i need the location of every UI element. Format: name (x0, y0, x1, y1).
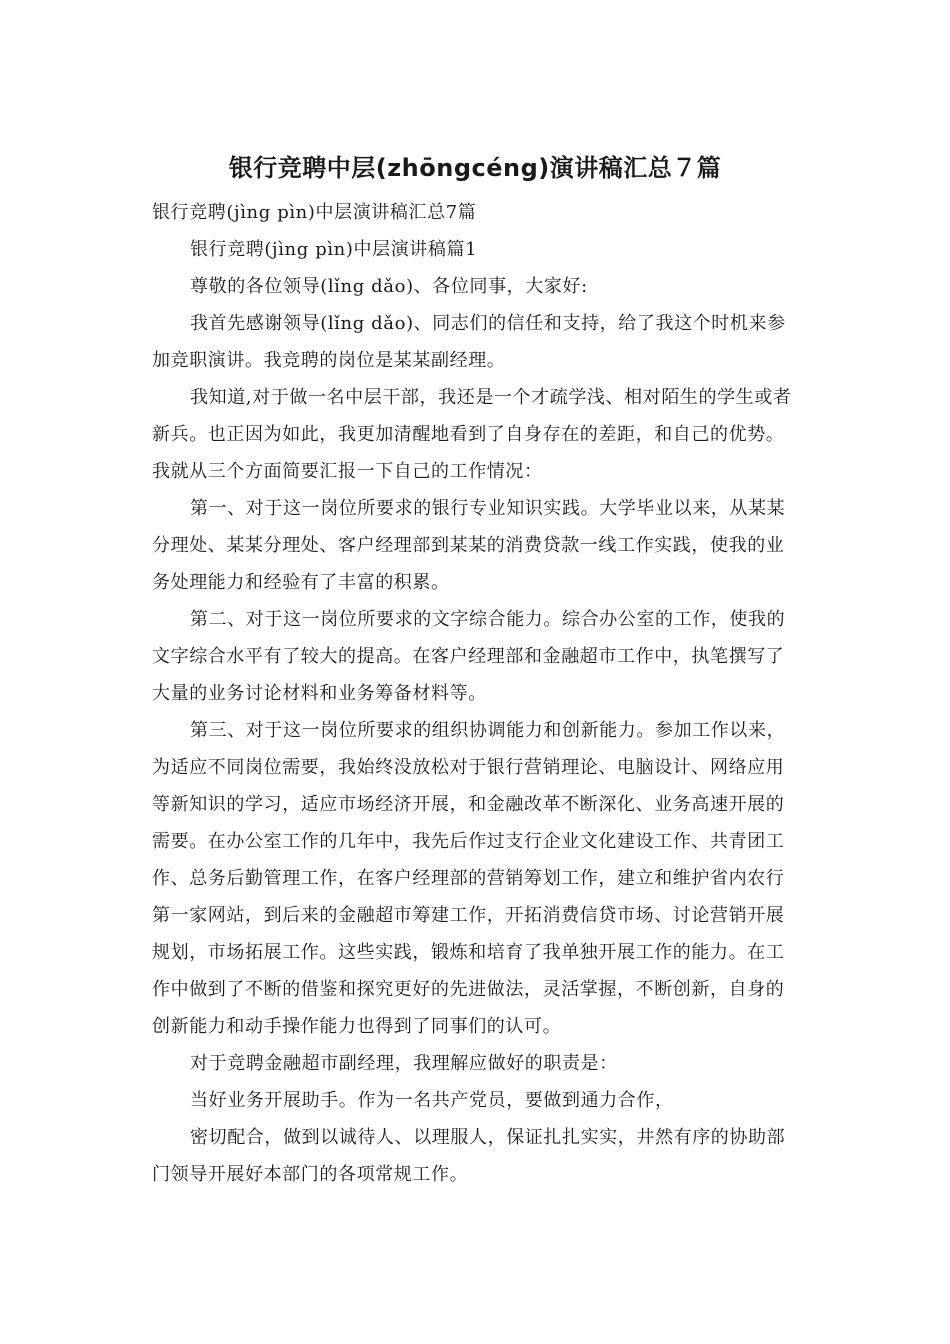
paragraph: 第一、对于这一岗位所要求的银行专业知识实践。大学毕业以来，从某某分理处、某某分理处、客户经理部到某某的消费贷款一线工作实践，使我的业务处理能力和经验有了丰富的积累。 (152, 498, 786, 593)
paragraph: 当好业务开展助手。作为一名共产党员，要做到通力合作， (190, 1090, 674, 1111)
paragraph: 对于竞聘金融超市副经理，我理解应做好的职责是： (190, 1053, 618, 1074)
paragraph: 密切配合，做到以诚待人、以理服人，保证扎扎实实，井然有序的协助部门领导开展好本部门的各项常规工作。 (152, 1127, 786, 1185)
paragraph: 我知道,对于做一名中层干部，我还是一个才疏学浅、相对陌生的学生或者新兵。也正因为如此，我更加清醒地看到了自身存在的差距，和自己的优势。我就从三个方面简要汇报一下自己的工作情况： (152, 387, 792, 482)
document-subtitle: 银行竞聘(jìng pìn)中层演讲稿汇总7篇 (152, 202, 477, 223)
greeting: 尊敬的各位领导(lǐng dǎo)、各位同事，大家好: (190, 276, 588, 297)
document-title: 银行竞聘中层(zhōngcéng)演讲稿汇总７篇 (228, 154, 722, 182)
paragraph: 我首先感谢领导(lǐng dǎo)、同志们的信任和支持，给了我这个时机来参加竞职演讲。我竞聘的岗位是某某副经理。 (152, 313, 786, 371)
paragraph: 第二、对于这一岗位所要求的文字综合能力。综合办公室的工作，使我的文字综合水平有了较大的提高。在客户经理部和金融超市工作中，执笔撰写了大量的业务讨论材料和业务筹备材料等。 (152, 609, 786, 704)
document-body (152, 194, 802, 1193)
paragraph: 第三、对于这一岗位所要求的组织协调能力和创新能力。参加工作以来，为适应不同岗位需要，我始终没放松对于银行营销理论、电脑设计、网络应用等新知识的学习，适应市场经济开展，和金融改革不断深化、业务高速开展的需要。在办公室工作的几年中，我先后作过支行企业文化建设工作、共青团工作、总务后勤管理工作，在客户经理部的营销筹划工作，建立和维护省内农行第一家网站，到后来的金融超市筹建工作，开拓消费信贷市场、讨论营销开展规划，市场拓展工作。这些实践，锻炼和培育了我单独开展工作的能力。在工作中做到了不断的借鉴和探究更好的先进做法，灵活掌握，不断创新，自身的创新能力和动手操作能力也得到了同事们的认可。 (152, 720, 786, 1037)
section-heading: 银行竞聘(jìng pìn)中层演讲稿篇1 (190, 239, 478, 260)
